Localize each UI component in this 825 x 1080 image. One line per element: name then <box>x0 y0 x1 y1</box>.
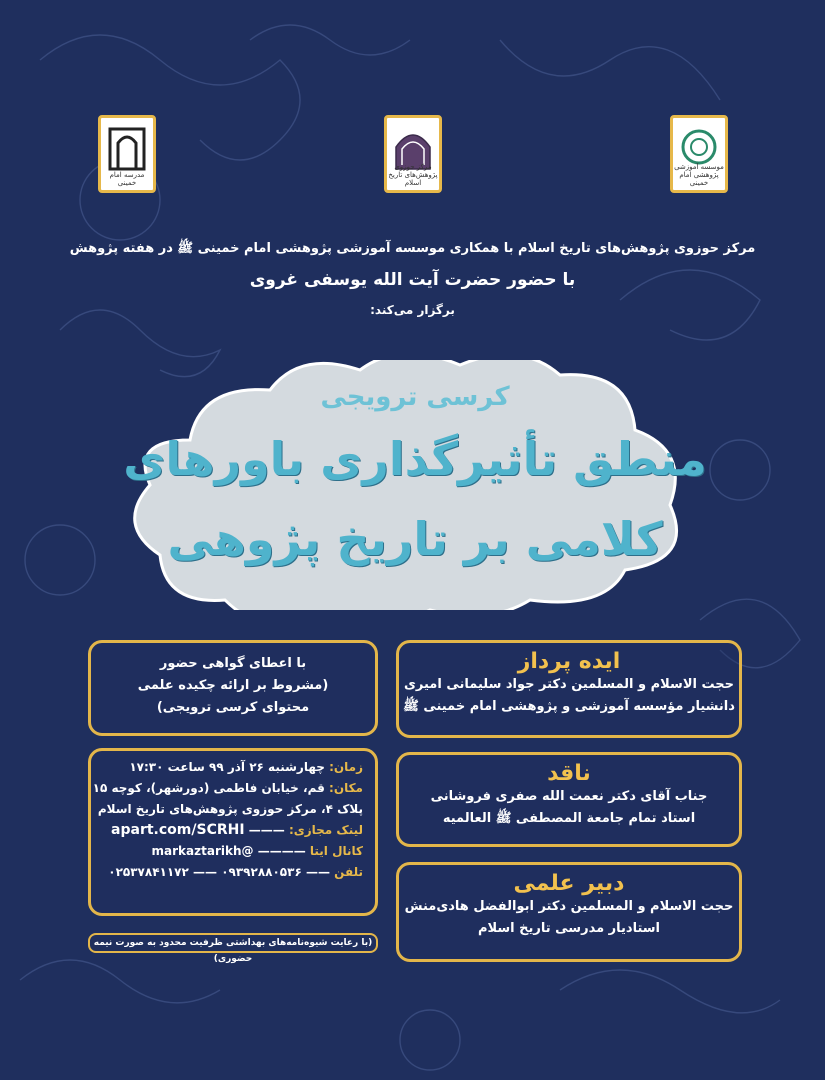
link-value[interactable]: apart.com/SCRHI <box>111 822 245 838</box>
place-row-2 <box>97 799 363 820</box>
center-logo-text: مرکز حوزوی پژوهش‌های تاریخ اسلام <box>388 163 438 187</box>
center-logo <box>384 115 442 193</box>
link-separator: ——— <box>244 823 285 837</box>
phone-separator-2: —— <box>188 865 218 879</box>
right-logo-text: موسسه آموزشی پژوهشی امام خمینی <box>674 163 724 187</box>
certificate-box <box>88 640 378 736</box>
secretary-name: حجت الاسلام و المسلمین دکتر ابوالفضل هادی‌منش <box>404 899 734 914</box>
channel-row <box>101 841 363 862</box>
ideator-role: دانشیار مؤسسه آموزشی و پژوهشی امام خمینی ﷺ <box>403 699 735 714</box>
phone-2[interactable]: ۰۲۵۳۷۸۴۱۱۷۲ <box>108 865 189 879</box>
presence-line: با حضور حضرت آیت الله یوسفی غروی <box>249 270 576 290</box>
time-row <box>101 757 363 778</box>
secretary-box <box>396 862 742 962</box>
critic-role: استاد تمام جامعة المصطفی ﷺ العالمیه <box>442 811 696 826</box>
ideator-box <box>396 640 742 738</box>
place-value-2: پلاک ۴، مرکز حوزوی پژوهش‌های تاریخ اسلام <box>97 802 363 816</box>
time-value: چهارشنبه ۲۶ آذر ۹۹ ساعت ۱۷:۳۰ <box>129 760 325 774</box>
event-info-box <box>88 748 378 916</box>
place-value-1: قم، خیابان فاطمی (دورشهر)، کوچه ۱۵ <box>92 781 325 795</box>
channel-value[interactable]: @markaztarikh <box>151 844 254 858</box>
place-label: مکان: <box>329 781 363 795</box>
critic-title: ناقد <box>547 761 591 786</box>
hosts-line: برگزار می‌کند: <box>370 303 455 317</box>
critic-box <box>396 752 742 847</box>
ideator-name: حجت الاسلام و المسلمین دکتر جواد سلیمانی امیری <box>403 677 734 692</box>
secretary-role: استادیار مدرسی تاریخ اسلام <box>477 921 661 936</box>
right-logo <box>670 115 728 193</box>
phone-label: تلفن <box>334 865 363 879</box>
left-logo-text: مدرسه امام خمینی <box>109 171 145 187</box>
title-line-2: کلامی بر تاریخ پژوهی <box>167 512 663 566</box>
link-row <box>101 820 363 841</box>
certificate-line-2: (مشروط بر ارائه چکیده علمی <box>137 678 329 693</box>
title-line-1: منطق تأثیرگذاری باورهای <box>123 432 707 486</box>
link-label: لینک مجازی: <box>288 823 363 837</box>
critic-name: جناب آقای دکتر نعمت الله صفری فروشانی <box>430 789 708 804</box>
certificate-line-1: با اعطای گواهی حضور <box>159 656 307 671</box>
footnote: (با رعایت شیوه‌نامه‌های بهداشتی ظرفیت محدود به صورت نیمه حضوری) <box>88 933 378 953</box>
time-label: زمان: <box>329 760 363 774</box>
ideator-title: ایده پرداز <box>517 649 621 674</box>
place-row <box>92 778 363 799</box>
secretary-title: دبیر علمی <box>513 871 625 896</box>
channel-label: کانال ایتا <box>309 844 363 858</box>
phone-separator-1: —— <box>301 865 330 879</box>
channel-separator: ———— <box>253 844 306 858</box>
phone-row <box>101 862 363 883</box>
organizer-line: مرکز حوزوی پژوهش‌های تاریخ اسلام با همکاری موسسه آموزشی پژوهشی امام خمینی ﷺ در هفته پژوهش <box>69 241 756 256</box>
title-kicker: کرسی ترویجی <box>320 382 510 412</box>
left-logo <box>98 115 156 193</box>
certificate-line-3: محتوای کرسی ترویجی) <box>156 700 310 715</box>
phone-1[interactable]: ۰۹۳۹۲۸۸۰۵۳۶ <box>221 865 302 879</box>
